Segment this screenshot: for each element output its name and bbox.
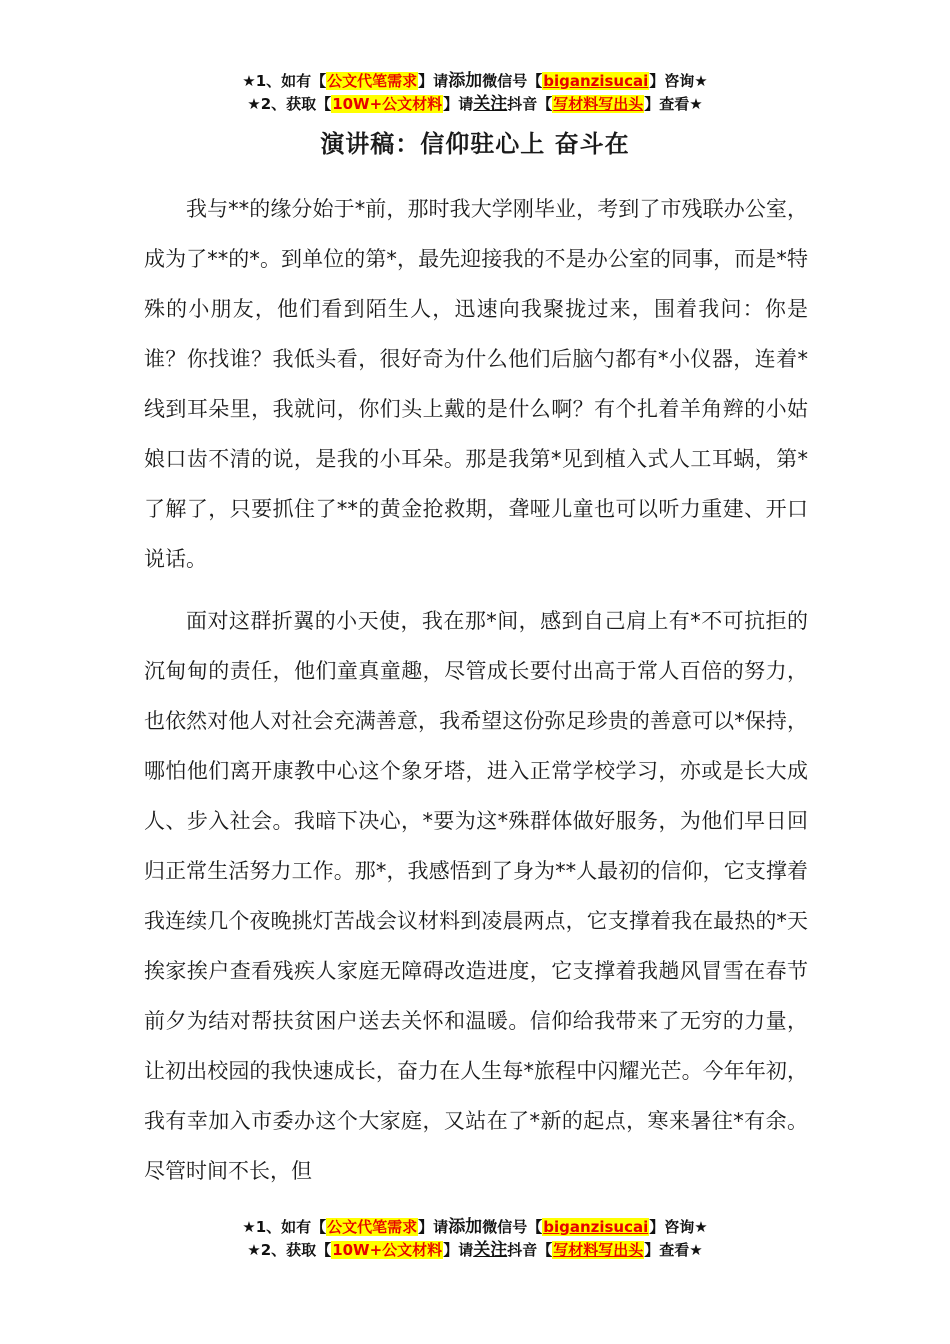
highlight-douyin-id: 写材料写出头: [553, 95, 644, 113]
promo-line-1: ★1、如有【公文代笔需求】请添加微信号【biganzisucai】咨询★: [242, 71, 708, 91]
promo-line-2: ★2、获取【10W+公文材料】请关注抖音【写材料写出头】查看★: [247, 1240, 703, 1260]
document-body: [144, 184, 808, 1196]
emphasis-follow: 关注: [473, 94, 508, 114]
highlight-materials: 10W+公文材料: [332, 95, 443, 113]
emphasis-add: 添加: [448, 71, 483, 91]
highlight-service: 公文代笔需求: [327, 1218, 418, 1236]
paragraph: 我与**的缘分始于*前，那时我大学刚毕业，考到了市残联办公室，成为了**的*。到单位的第*，最先迎接我的不是办公室的同事，而是*特殊的小朋友，他们看到陌生人，迅速向我聚拢过来，围着我问：你是谁？你找谁？我低头看，很好奇为什么他们后脑勺都有*小仪器，连着*线到耳朵里，我就问，你们头上戴的是什么啊？有个扎着羊角辫的小姑娘口齿不清的说，是我的小耳朵。那是我第*见到植入式人工耳蜗，第*了解了，只要抓住了**的黄金抢救期，聋哑儿童也可以听力重建、开口说话。: [144, 197, 808, 571]
highlight-materials: 10W+公文材料: [332, 1241, 443, 1259]
highlight-wechat-id: biganzisucai: [543, 1218, 649, 1236]
highlight-service: 公文代笔需求: [327, 72, 418, 90]
promo-footer: [0, 1216, 950, 1262]
paragraph: 面对这群折翼的小天使，我在那*间，感到自己肩上有*不可抗拒的沉甸甸的责任，他们童真童趣，尽管成长要付出高于常人百倍的努力，也依然对他人对社会充满善意，我希望这份弥足珍贵的善意可以*保持，哪怕他们离开康教中心这个象牙塔，进入正常学校学习，亦或是长大成人、步入社会。我暗下决心，*要为这*殊群体做好服务，为他们早日回归正常生活努力工作。那*，我感悟到了身为**人最初的信仰，它支撑着我连续几个夜晚挑灯苦战会议材料到凌晨两点，它支撑着我在最热的*天挨家挨户查看残疾人家庭无障碍改造进度，它支撑着我趟风冒雪在春节前夕为结对帮扶贫困户送去关怀和温暖。信仰给我带来了无穷的力量，让初出校园的我快速成长，奋力在人生每*旅程中闪耀光芒。今年年初，我有幸加入市委办这个大家庭，又站在了*新的起点，寒来暑往*有余。尽管时间不长，但: [144, 609, 808, 1183]
emphasis-follow: 关注: [473, 1240, 508, 1260]
highlight-wechat-id: biganzisucai: [543, 72, 649, 90]
highlight-douyin-id: 写材料写出头: [553, 1241, 644, 1259]
document-title: 演讲稿：信仰驻心上 奋斗在: [320, 130, 630, 158]
emphasis-add: 添加: [448, 1217, 483, 1237]
promo-header: [0, 70, 950, 116]
promo-line-1: ★1、如有【公文代笔需求】请添加微信号【biganzisucai】咨询★: [242, 1217, 708, 1237]
promo-line-2: ★2、获取【10W+公文材料】请关注抖音【写材料写出头】查看★: [247, 94, 703, 114]
